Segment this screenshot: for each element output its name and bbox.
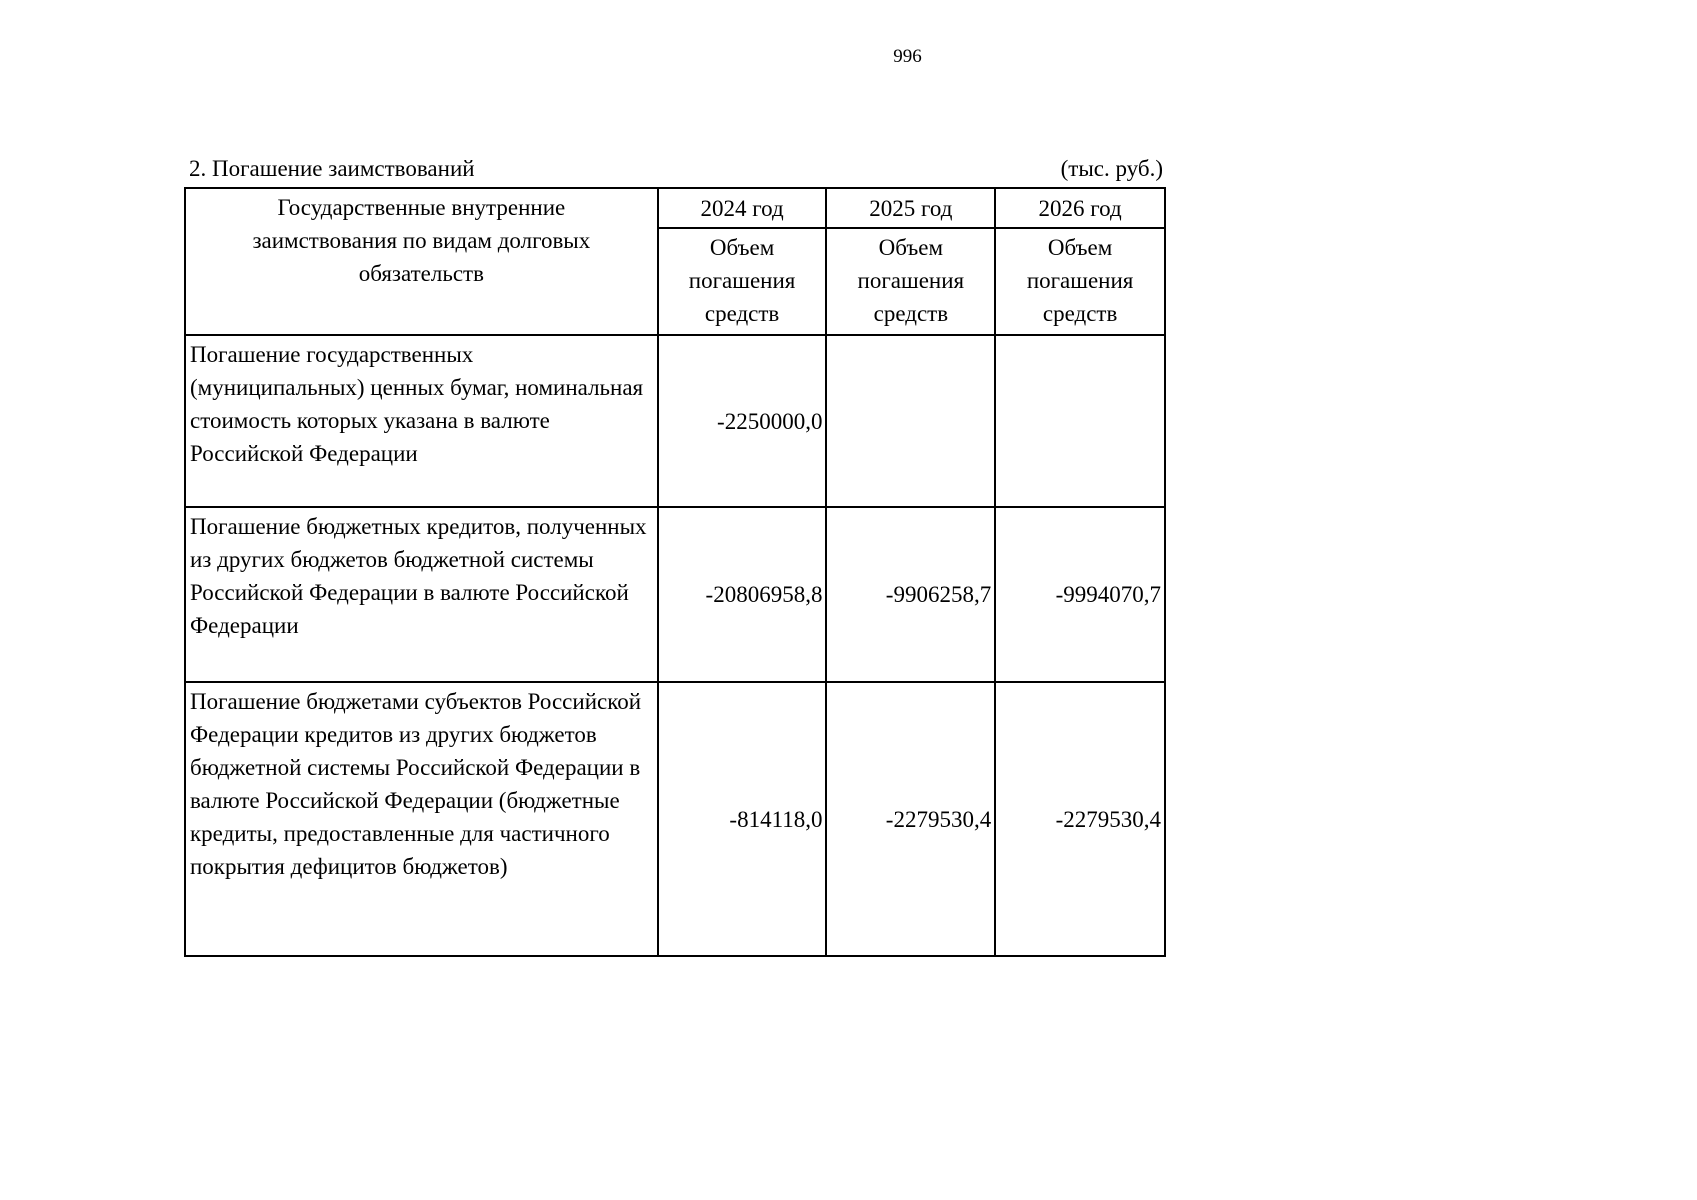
borrowings-repayment-table [184, 187, 1166, 957]
value-2026 [995, 335, 1165, 507]
section-header [189, 156, 1163, 186]
header-year-2024: 2024 год [658, 188, 827, 228]
table-row [185, 682, 1165, 956]
row-name: Погашение бюджетных кредитов, полученных из других бюджетов бюджетной системы Российской Федерации в валюте Российской Федерации [185, 507, 658, 682]
value-2025 [826, 335, 995, 507]
page-number: 996 [893, 46, 922, 67]
table-row [185, 335, 1165, 507]
value-2026: -2279530,4 [995, 682, 1165, 956]
row-name: Погашение бюджетами субъектов Российской Федерации кредитов из других бюджетов бюджетной системы Российской Федерации в валюте Российской Федерации (бюджетные кредиты, предоставленные для частичного покрытия дефицитов бюджетов) [185, 682, 658, 956]
header-year-2026: 2026 год [995, 188, 1165, 228]
table-header-row [185, 188, 1165, 228]
value-2025: -9906258,7 [826, 507, 995, 682]
header-sub-2024: Объем погашения средств [658, 228, 827, 335]
value-2026: -9994070,7 [995, 507, 1165, 682]
header-sub-2025: Объем погашения средств [826, 228, 995, 335]
section-title: 2. Погашение заимствований [189, 156, 475, 181]
row-name: Погашение государственных (муниципальных) ценных бумаг, номинальная стоимость которых указана в валюте Российской Федерации [185, 335, 658, 507]
value-2024: -20806958,8 [658, 507, 827, 682]
table-row [185, 507, 1165, 682]
value-2024: -2250000,0 [658, 335, 827, 507]
units-label: (тыс. руб.) [1060, 156, 1163, 181]
value-2025: -2279530,4 [826, 682, 995, 956]
header-name-column: Государственные внутренние заимствования по видам долговых обязательств [185, 188, 658, 335]
value-2024: -814118,0 [658, 682, 827, 956]
header-sub-2026: Объем погашения средств [995, 228, 1165, 335]
header-year-2025: 2025 год [826, 188, 995, 228]
